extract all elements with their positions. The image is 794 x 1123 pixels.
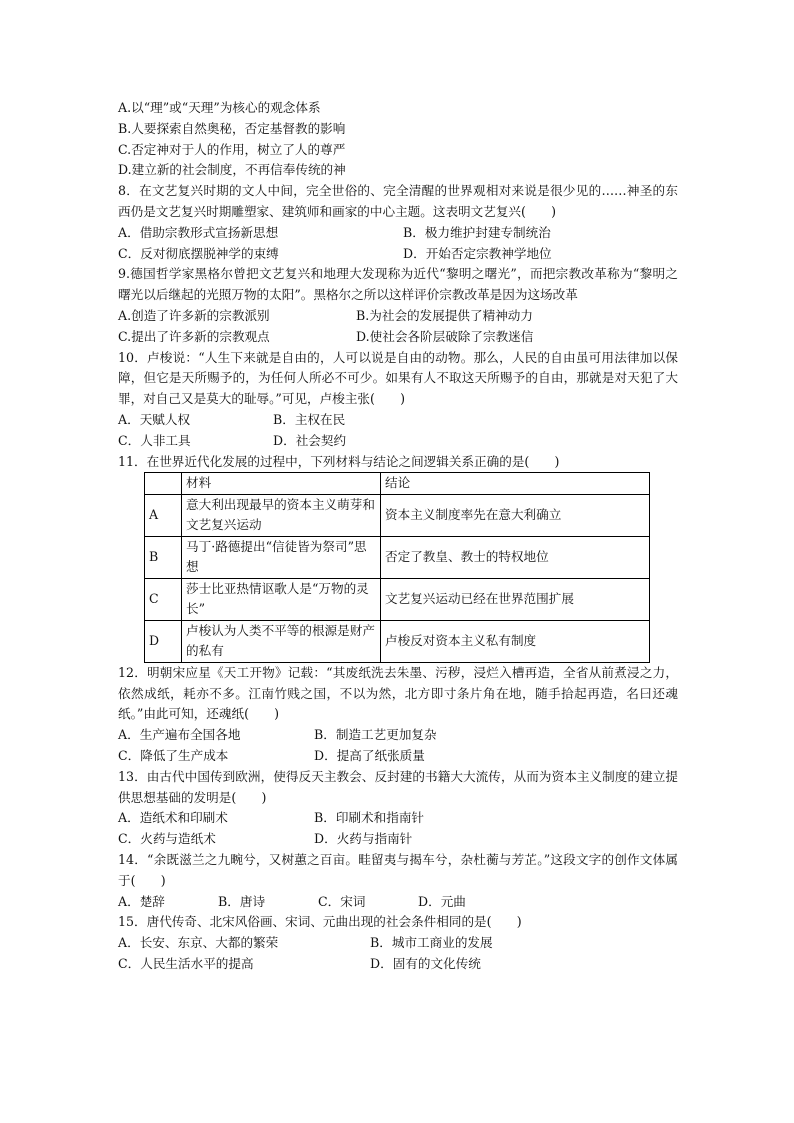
q10-option-b: B．主权在民 — [273, 411, 346, 427]
q15-option-b: B．城市工商业的发展 — [370, 935, 493, 951]
q7-option-d: D.建立新的社会制度，不再信奉传统的神 — [118, 162, 346, 178]
q15-option-d: D．固有的文化传统 — [370, 956, 481, 971]
table-row — [145, 578, 650, 620]
q15-stem: 15．唐代传奇、北宋风俗画、宋词、元曲出现的社会条件相同的是( ) — [118, 914, 522, 930]
q8-stem: 8．在文艺复兴时期的文人中间，完全世俗的、完全清醒的世界观相对来说是很少见的……神圣的东西仍是文艺复兴时期雕塑家、建筑师和画家的中心主题。这表明文艺复兴( ) — [118, 183, 678, 219]
q7-option-b: B.人要探索自然奥秘，否定基督教的影响 — [118, 120, 346, 136]
q13-option-b: B．印刷术和指南针 — [314, 810, 425, 826]
question-8 — [118, 181, 678, 264]
q8-option-a: A．借助宗教形式宣扬新思想 — [118, 224, 279, 240]
table-row — [145, 536, 650, 578]
q9-stem: 9.德国哲学家黑格尔曾把文艺复兴和地理大发现称为近代“黎明之曙光”，而把宗教改革称为“黎明之曙光以后继起的光照万物的太阳”。黑格尔之所以这样评价宗教改革是因为这场改革 — [118, 266, 678, 303]
exam-page — [118, 98, 678, 975]
q11-stem: 11．在世界近代化发展的过程中，下列材料与结论之间逻辑关系正确的是( ) — [118, 453, 560, 469]
q10-option-c: C．人非工具 — [118, 432, 191, 448]
question-15 — [118, 912, 678, 974]
row-conclusion: 文艺复兴运动已经在世界范围扩展 — [381, 578, 650, 620]
q14-option-c: C．宋词 — [318, 893, 366, 909]
q9-option-d: D.使社会各阶层破除了宗教迷信 — [356, 328, 534, 344]
q12-option-b: B．制造工艺更加复杂 — [314, 727, 437, 743]
q12-option-d: D．提高了纸张质量 — [314, 748, 425, 764]
q14-option-b: B．唐诗 — [218, 893, 266, 909]
q9-option-b: B.为社会的发展提供了精神动力 — [356, 307, 533, 323]
row-conclusion: 否定了教皇、教士的特权地位 — [381, 536, 650, 578]
q15-option-a: A．长安、东京、大都的繁荣 — [118, 935, 279, 951]
question-10 — [118, 348, 678, 452]
q12-option-a: A．生产遍布全国各地 — [118, 727, 241, 743]
q14-option-a: A．楚辞 — [118, 893, 165, 909]
table-row — [145, 494, 650, 536]
q15-option-c: C．人民生活水平的提高 — [118, 956, 254, 971]
table-row — [145, 620, 650, 662]
q10-stem: 10．卢梭说：“人生下来就是自由的，人可以说是自由的动物。那么，人民的自由虽可用法律加以保障，但它是天所赐予的，为任何人所必不可少。如果有人不取这天所赐予的自由，那就是对天犯了大罪，对自己又是莫大的耻辱。”可见，卢梭主张( ) — [118, 349, 678, 407]
q9-option-a: A.创造了许多新的宗教派别 — [118, 307, 270, 323]
q13-option-a: A．造纸术和印刷术 — [118, 810, 228, 826]
q12-stem: 12．明朝宋应星《天工开物》记载：“其废纸洗去朱墨、污秽，浸烂入槽再造，全省从前煮浸之力，依然成纸，耗亦不多。江南竹贱之国，不以为然，北方即寸条片角在地，随手拾起再造，名曰还魂纸。”由此可知，还魂纸( ) — [118, 664, 678, 722]
q10-option-d: D．社会契约 — [273, 432, 347, 448]
q13-option-d: D．火药与指南针 — [314, 831, 413, 847]
row-label: A — [145, 494, 182, 536]
header-label — [145, 473, 182, 495]
question-11 — [118, 452, 678, 663]
row-material: 马丁·路德提出“信徒皆为祭司”思想 — [182, 536, 381, 578]
q13-stem: 13．由古代中国传到欧洲，使得反天主教会、反封建的书籍大大流传，从而为资本主义制度的建立提供思想基础的发明是( ) — [118, 768, 678, 805]
header-material: 材料 — [182, 473, 381, 495]
question-9 — [118, 264, 678, 347]
q14-stem: 14．“余既滋兰之九畹兮，又树蕙之百亩。畦留夷与揭车兮，杂杜蘅与芳芷。”这段文字的创作文体属于( ) — [118, 852, 678, 888]
q11-table — [144, 472, 650, 663]
question-14 — [118, 850, 678, 912]
q8-option-c: C．反对彻底摆脱神学的束缚 — [118, 245, 279, 261]
q12-option-c: C．降低了生产成本 — [118, 748, 229, 764]
row-label: C — [145, 578, 182, 620]
q7-option-c: C.否定神对于人的作用，树立了人的尊严 — [118, 141, 346, 157]
row-material: 意大利出现最早的资本主义萌芽和文艺复兴运动 — [182, 494, 381, 536]
header-conclusion: 结论 — [381, 473, 650, 495]
question-7-options — [118, 98, 678, 181]
row-material: 卢梭认为人类不平等的根源是财产的私有 — [182, 620, 381, 662]
row-material: 莎士比亚热情讴歌人是“万物的灵长” — [182, 578, 381, 620]
q9-option-c: C.提出了许多新的宗教观点 — [118, 328, 270, 344]
row-label: B — [145, 536, 182, 578]
q7-option-a: A.以“理”或“天理”为核心的观念体系 — [118, 100, 321, 115]
row-conclusion: 卢梭反对资本主义私有制度 — [381, 620, 650, 662]
table-header-row — [145, 473, 650, 495]
q8-option-d: D．开始否定宗教神学地位 — [403, 245, 552, 261]
row-label: D — [145, 620, 182, 662]
question-13 — [118, 767, 678, 850]
q14-option-d: D．元曲 — [418, 893, 466, 909]
q10-option-a: A．天赋人权 — [118, 411, 191, 427]
question-12 — [118, 663, 678, 767]
q13-option-c: C．火药与造纸术 — [118, 831, 216, 847]
row-conclusion: 资本主义制度率先在意大利确立 — [381, 494, 650, 536]
q8-option-b: B．极力维护封建专制统治 — [403, 224, 551, 240]
